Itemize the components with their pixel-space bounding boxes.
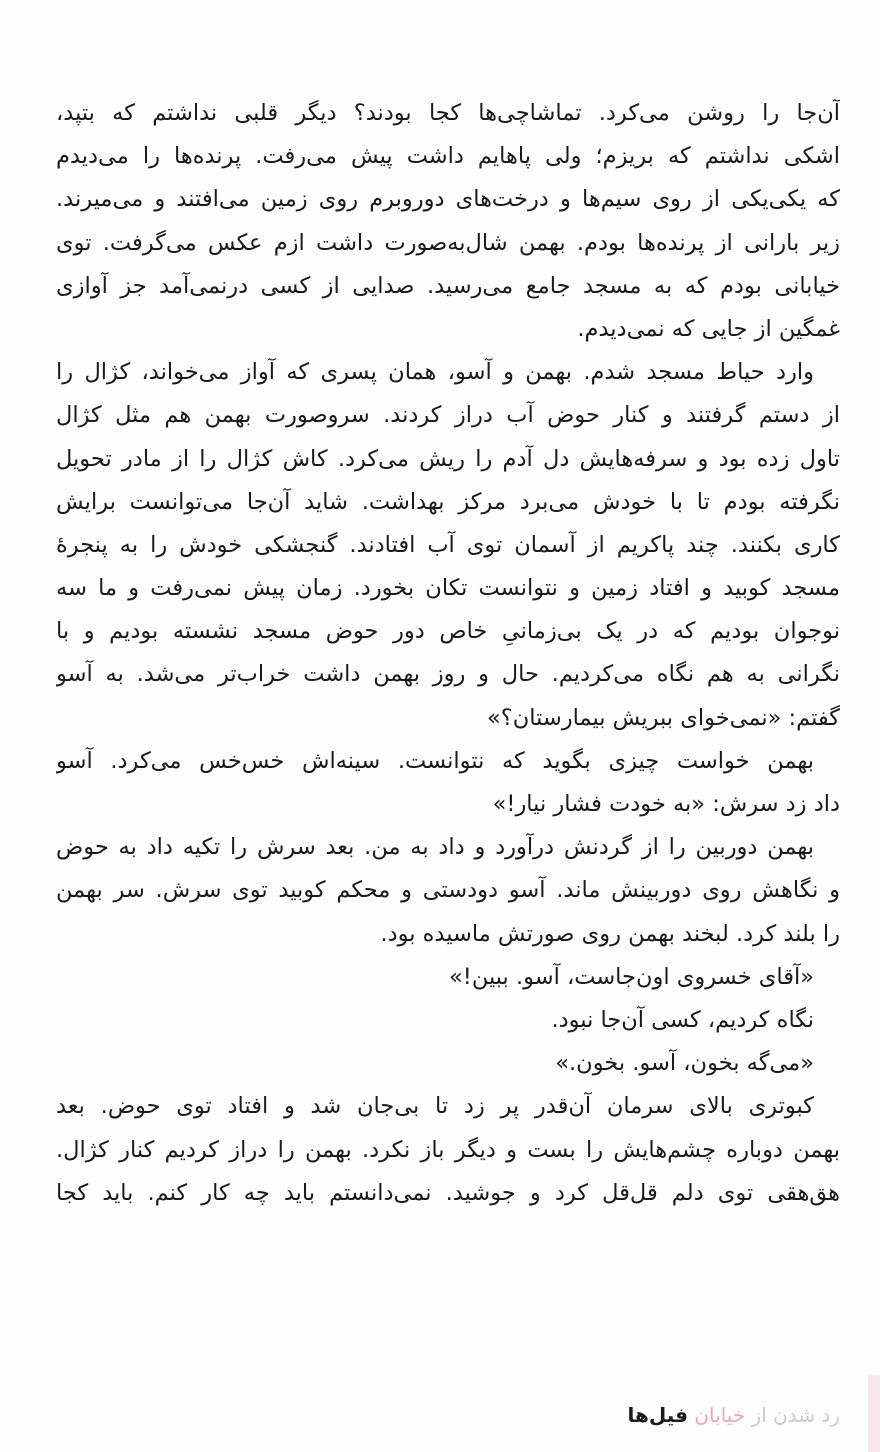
text-line: غمگین از جایی که نمی‌دیدم. <box>577 315 840 342</box>
text-line: نگرفته بودم تا با خودش می‌برد مرکز بهداشت. شاید آن‌جا می‌توانست برایش <box>56 488 840 515</box>
text-line: کبوتری بالای سرمان آن‌قدر پر زد تا بی‌جان شد و افتاد توی حوض. بعد <box>56 1093 814 1120</box>
body-text <box>56 92 840 1215</box>
text-line: هق‌هقی توی دلم قل‌قل کرد و جوشید. نمی‌دانستم باید چه کار کنم. باید کجا <box>56 1179 840 1206</box>
text-line: را بلند کرد. لبخند بهمن روی صورتش ماسیده بود. <box>380 920 840 947</box>
footer-title-middle: خیابان <box>694 1403 746 1427</box>
text-line: «آقای خسروی اون‌جاست، آسو. ببین!» <box>449 963 814 990</box>
page-edge-tint <box>868 1375 880 1452</box>
text-line: و نگاهش روی دوربینش ماند. آسو دودستی و محکم کوبید توی سرش. سر بهمن <box>56 877 840 904</box>
text-line: بهمن دوباره چشم‌هایش را بست و دیگر باز نکرد. بهمن را دراز کردیم کنار کژال. <box>56 1136 840 1163</box>
text-line: کاری بکنند. چند پاکریم از آسمان توی آب افتادند. گنجشکی خودش را به پنجرهٔ <box>56 531 840 558</box>
text-line: وارد حیاط مسجد شدم. بهمن و آسو، همان پسری که آواز می‌خواند، کژال را <box>56 359 814 386</box>
text-line: خیابانی بودم که به مسجد جامع می‌رسید. صدایی از کسی درنمی‌آمد جز آوازی <box>56 272 840 299</box>
text-line: از دستم گرفتند و کنار حوض آب دراز کردند. سروصورت بهمن هم مثل کژال <box>56 402 840 429</box>
footer-title-suffix: فیل‌ها <box>627 1403 688 1427</box>
text-line: مسجد کوبید و افتاد زمین و نتوانست تکان بخورد. زمان پیش نمی‌رفت و ما سه <box>56 575 840 602</box>
text-line: «می‌گه بخون، آسو. بخون.» <box>555 1050 814 1077</box>
footer-title-prefix: رد شدن از <box>751 1403 840 1427</box>
text-line: آن‌جا را روشن می‌کرد. تماشاچی‌ها کجا بودند؟ دیگر قلبی نداشتم که بتپد، <box>56 100 840 126</box>
text-line: اشکی نداشتم که بریزم؛ ولی پاهایم داشت پیش می‌رفت. پرنده‌ها را می‌دیدم <box>56 143 840 170</box>
text-line: تاول زده بود و سرفه‌هایش دل آدم را ریش می‌کرد. کاش کژال را از مادر تحویل <box>56 445 840 472</box>
text-line: داد زد سرش: «به خودت فشار نیار!» <box>492 791 840 817</box>
text-line: بهمن دوربین را از گردنش درآورد و داد به من. بعد سرش را تکیه داد به حوض <box>56 834 814 861</box>
text-line: زیر بارانی از پرنده‌ها بودم. بهمن شال‌به‌صورت داشت ازم عکس می‌گرفت. توی <box>56 229 840 256</box>
running-footer <box>628 1401 841 1429</box>
text-line: که یکی‌یکی از روی سیم‌ها و درخت‌های دوروبرم روی زمین می‌افتند و می‌میرند. <box>56 186 840 213</box>
text-line: نگرانی به هم نگاه می‌کردیم. حال و روز بهمن داشت خراب‌تر می‌شد. به آسو <box>56 661 840 688</box>
text-line: نگاه کردیم، کسی آن‌جا نبود. <box>551 1006 814 1033</box>
text-line: بهمن خواست چیزی بگوید که نتوانست. سینه‌اش خس‌خس می‌کرد. آسو <box>56 747 814 774</box>
text-line: نوجوان بودیم که در یک بی‌زمانیِ خاص دور حوض مسجد نشسته بودیم و با <box>56 618 840 645</box>
text-line: گفتم: «نمی‌خوای ببریش بیمارستان؟» <box>486 704 840 731</box>
